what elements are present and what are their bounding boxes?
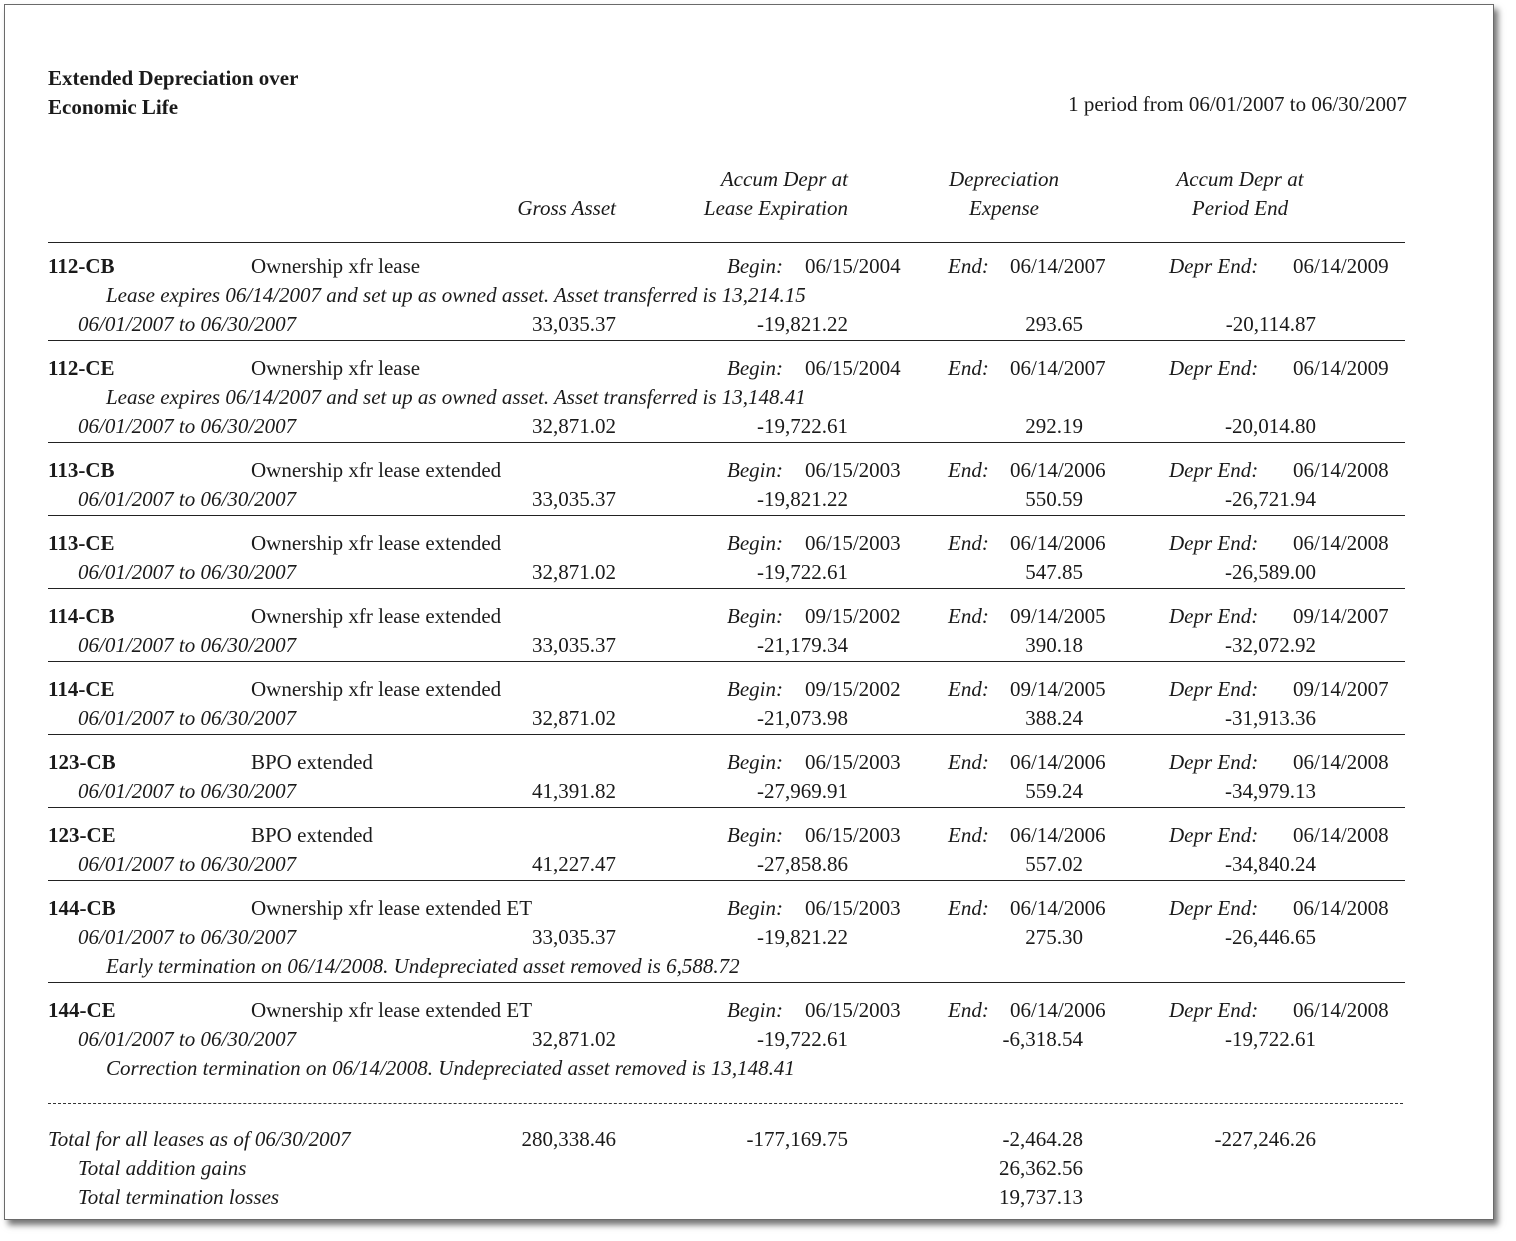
depr-end-label: Depr End: xyxy=(1169,458,1259,482)
row-divider xyxy=(48,442,1405,443)
depreciation-expense-value: 550.59 xyxy=(1025,487,1083,511)
lease-id: 112-CE xyxy=(48,356,115,380)
end-label: End: xyxy=(948,750,989,774)
accum-depr-expiration-value: -19,722.61 xyxy=(757,1027,848,1051)
row-divider xyxy=(48,340,1405,341)
lease-id: 123-CE xyxy=(48,823,116,847)
depreciation-expense-value: 557.02 xyxy=(1025,852,1083,876)
begin-label: Begin: xyxy=(727,356,783,380)
depreciation-expense-value: 275.30 xyxy=(1025,925,1083,949)
accum-depr-period-end-value: -26,721.94 xyxy=(1225,487,1316,511)
lease-id: 113-CE xyxy=(48,531,115,555)
begin-label: Begin: xyxy=(727,254,783,278)
accum-depr-expiration-value: -19,821.22 xyxy=(757,487,848,511)
lease-description: BPO extended xyxy=(251,750,373,774)
depreciation-expense-value: 293.65 xyxy=(1025,312,1083,336)
accum-depr-expiration-value: -19,821.22 xyxy=(757,925,848,949)
period-range: 06/01/2007 to 06/30/2007 xyxy=(78,779,297,803)
row-divider xyxy=(48,807,1405,808)
period-range: 06/01/2007 to 06/30/2007 xyxy=(78,925,297,949)
begin-date: 06/15/2003 xyxy=(805,823,901,847)
depr-end-date: 09/14/2007 xyxy=(1293,604,1389,628)
accum-depr-expiration-value: -27,969.91 xyxy=(757,779,848,803)
lease-description: Ownership xfr lease extended xyxy=(251,604,502,628)
depr-end-label: Depr End: xyxy=(1169,531,1259,555)
gross-asset-value: 32,871.02 xyxy=(532,706,616,730)
totals-gains-value: 26,362.56 xyxy=(999,1156,1083,1180)
begin-date: 06/15/2004 xyxy=(805,356,901,380)
depreciation-expense-value: -6,318.54 xyxy=(1002,1027,1083,1051)
end-date: 06/14/2006 xyxy=(1010,998,1106,1022)
report-period: 1 period from 06/01/2007 to 06/30/2007 xyxy=(1068,92,1407,116)
depr-end-date: 06/14/2008 xyxy=(1293,998,1389,1022)
depreciation-expense-value: 388.24 xyxy=(1025,706,1083,730)
gross-asset-value: 32,871.02 xyxy=(532,560,616,584)
end-label: End: xyxy=(948,677,989,701)
depr-end-label: Depr End: xyxy=(1169,823,1259,847)
depreciation-expense-value: 390.18 xyxy=(1025,633,1083,657)
totals-losses-value: 19,737.13 xyxy=(999,1185,1083,1209)
depr-end-date: 06/14/2008 xyxy=(1293,823,1389,847)
depreciation-expense-value: 547.85 xyxy=(1025,560,1083,584)
begin-label: Begin: xyxy=(727,896,783,920)
accum-depr-period-end-value: -20,014.80 xyxy=(1225,414,1316,438)
accum-depr-expiration-value: -19,821.22 xyxy=(757,312,848,336)
lease-description: Ownership xfr lease extended ET xyxy=(251,998,533,1022)
header-gross-asset: Gross Asset xyxy=(517,196,616,220)
depr-end-date: 06/14/2008 xyxy=(1293,531,1389,555)
depr-end-label: Depr End: xyxy=(1169,677,1259,701)
lease-id: 113-CB xyxy=(48,458,115,482)
accum-depr-period-end-value: -19,722.61 xyxy=(1225,1027,1316,1051)
accum-depr-period-end-value: -26,446.65 xyxy=(1225,925,1316,949)
lease-id: 114-CE xyxy=(48,677,115,701)
totals-losses-label: Total termination losses xyxy=(78,1185,280,1209)
end-date: 09/14/2005 xyxy=(1010,604,1106,628)
depr-end-label: Depr End: xyxy=(1169,998,1259,1022)
header-rule xyxy=(48,242,1405,243)
end-date: 09/14/2005 xyxy=(1010,677,1106,701)
end-label: End: xyxy=(948,604,989,628)
end-label: End: xyxy=(948,356,989,380)
lease-description: Ownership xfr lease extended xyxy=(251,677,502,701)
end-label: End: xyxy=(948,896,989,920)
header-depreciation-expense: Depreciation Expense xyxy=(948,167,1060,220)
depr-end-date: 09/14/2007 xyxy=(1293,677,1389,701)
period-range: 06/01/2007 to 06/30/2007 xyxy=(78,852,297,876)
lease-note: Lease expires 06/14/2007 and set up as owned asset. Asset transferred is 13,148.41 xyxy=(106,385,806,409)
totals-label: Total for all leases as of 06/30/2007 xyxy=(48,1127,351,1151)
depr-end-label: Depr End: xyxy=(1169,604,1259,628)
end-date: 06/14/2006 xyxy=(1010,531,1106,555)
begin-label: Begin: xyxy=(727,677,783,701)
lease-id: 123-CB xyxy=(48,750,116,774)
depr-end-date: 06/14/2008 xyxy=(1293,896,1389,920)
totals-gross-asset: 280,338.46 xyxy=(521,1127,616,1151)
row-divider xyxy=(48,734,1405,735)
period-range: 06/01/2007 to 06/30/2007 xyxy=(78,414,297,438)
header-accum-depr-period-end: Accum Depr at Period End xyxy=(1176,167,1304,220)
gross-asset-value: 33,035.37 xyxy=(532,487,616,511)
end-label: End: xyxy=(948,998,989,1022)
lease-note: Lease expires 06/14/2007 and set up as owned asset. Asset transferred is 13,214.15 xyxy=(106,283,806,307)
end-date: 06/14/2006 xyxy=(1010,896,1106,920)
period-range: 06/01/2007 to 06/30/2007 xyxy=(78,706,297,730)
depr-end-date: 06/14/2008 xyxy=(1293,458,1389,482)
begin-label: Begin: xyxy=(727,458,783,482)
depr-end-label: Depr End: xyxy=(1169,356,1259,380)
accum-depr-expiration-value: -21,179.34 xyxy=(757,633,848,657)
totals-gains-label: Total addition gains xyxy=(78,1156,247,1180)
accum-depr-expiration-value: -19,722.61 xyxy=(757,414,848,438)
begin-date: 06/15/2003 xyxy=(805,458,901,482)
totals-accum-depr-expiration: -177,169.75 xyxy=(746,1127,848,1151)
lease-description: BPO extended xyxy=(251,823,373,847)
begin-date: 06/15/2003 xyxy=(805,998,901,1022)
begin-label: Begin: xyxy=(727,750,783,774)
lease-note: Correction termination on 06/14/2008. Undepreciated asset removed is 13,148.41 xyxy=(106,1056,795,1080)
lease-id: 144-CE xyxy=(48,998,116,1022)
depreciation-expense-value: 292.19 xyxy=(1025,414,1083,438)
lease-description: Ownership xfr lease extended xyxy=(251,458,502,482)
accum-depr-expiration-value: -27,858.86 xyxy=(757,852,848,876)
gross-asset-value: 32,871.02 xyxy=(532,1027,616,1051)
totals-depreciation-expense: -2,464.28 xyxy=(1002,1127,1083,1151)
accum-depr-period-end-value: -20,114.87 xyxy=(1225,312,1316,336)
end-label: End: xyxy=(948,531,989,555)
begin-date: 09/15/2002 xyxy=(805,604,901,628)
begin-label: Begin: xyxy=(727,823,783,847)
report-title-line2: Economic Life xyxy=(48,95,179,119)
row-divider xyxy=(48,515,1405,516)
end-date: 06/14/2007 xyxy=(1010,254,1106,278)
lease-id: 144-CB xyxy=(48,896,116,920)
gross-asset-value: 33,035.37 xyxy=(532,312,616,336)
depr-end-label: Depr End: xyxy=(1169,896,1259,920)
accum-depr-period-end-value: -26,589.00 xyxy=(1225,560,1316,584)
row-divider xyxy=(48,661,1405,662)
lease-id: 112-CB xyxy=(48,254,115,278)
depr-end-label: Depr End: xyxy=(1169,254,1259,278)
report-title xyxy=(48,64,298,122)
period-range: 06/01/2007 to 06/30/2007 xyxy=(78,487,297,511)
totals-divider xyxy=(48,1103,1403,1104)
depr-end-date: 06/14/2009 xyxy=(1293,356,1389,380)
begin-date: 06/15/2003 xyxy=(805,750,901,774)
gross-asset-value: 32,871.02 xyxy=(532,414,616,438)
row-divider xyxy=(48,588,1405,589)
end-date: 06/14/2006 xyxy=(1010,458,1106,482)
lease-note: Early termination on 06/14/2008. Undepreciated asset removed is 6,588.72 xyxy=(106,954,740,978)
lease-id: 114-CB xyxy=(48,604,115,628)
end-date: 06/14/2007 xyxy=(1010,356,1106,380)
report-title-line1: Extended Depreciation over xyxy=(48,66,299,90)
end-label: End: xyxy=(948,254,989,278)
end-label: End: xyxy=(948,823,989,847)
begin-date: 09/15/2002 xyxy=(805,677,901,701)
depr-end-label: Depr End: xyxy=(1169,750,1259,774)
header-accum-depr-lease-expiration: Accum Depr at Lease Expiration xyxy=(703,167,848,220)
lease-description: Ownership xfr lease extended xyxy=(251,531,502,555)
accum-depr-period-end-value: -31,913.36 xyxy=(1225,706,1316,730)
end-date: 06/14/2006 xyxy=(1010,823,1106,847)
end-date: 06/14/2006 xyxy=(1010,750,1106,774)
depreciation-expense-value: 559.24 xyxy=(1025,779,1083,803)
totals-accum-depr-period-end: -227,246.26 xyxy=(1214,1127,1316,1151)
depr-end-date: 06/14/2008 xyxy=(1293,750,1389,774)
period-range: 06/01/2007 to 06/30/2007 xyxy=(78,312,297,336)
gross-asset-value: 33,035.37 xyxy=(532,925,616,949)
accum-depr-expiration-value: -19,722.61 xyxy=(757,560,848,584)
begin-label: Begin: xyxy=(727,604,783,628)
report-page xyxy=(4,4,1494,1220)
lease-description: Ownership xfr lease xyxy=(251,356,421,380)
lease-description: Ownership xfr lease xyxy=(251,254,421,278)
begin-date: 06/15/2003 xyxy=(805,531,901,555)
lease-description: Ownership xfr lease extended ET xyxy=(251,896,533,920)
depr-end-date: 06/14/2009 xyxy=(1293,254,1389,278)
gross-asset-value: 33,035.37 xyxy=(532,633,616,657)
gross-asset-value: 41,227.47 xyxy=(532,852,616,876)
begin-date: 06/15/2004 xyxy=(805,254,901,278)
end-label: End: xyxy=(948,458,989,482)
period-range: 06/01/2007 to 06/30/2007 xyxy=(78,633,297,657)
period-range: 06/01/2007 to 06/30/2007 xyxy=(78,560,297,584)
accum-depr-expiration-value: -21,073.98 xyxy=(757,706,848,730)
period-range: 06/01/2007 to 06/30/2007 xyxy=(78,1027,297,1051)
gross-asset-value: 41,391.82 xyxy=(532,779,616,803)
begin-label: Begin: xyxy=(727,531,783,555)
accum-depr-period-end-value: -34,840.24 xyxy=(1225,852,1316,876)
row-divider xyxy=(48,880,1405,881)
begin-date: 06/15/2003 xyxy=(805,896,901,920)
row-divider xyxy=(48,982,1405,983)
accum-depr-period-end-value: -32,072.92 xyxy=(1225,633,1316,657)
begin-label: Begin: xyxy=(727,998,783,1022)
accum-depr-period-end-value: -34,979.13 xyxy=(1225,779,1316,803)
